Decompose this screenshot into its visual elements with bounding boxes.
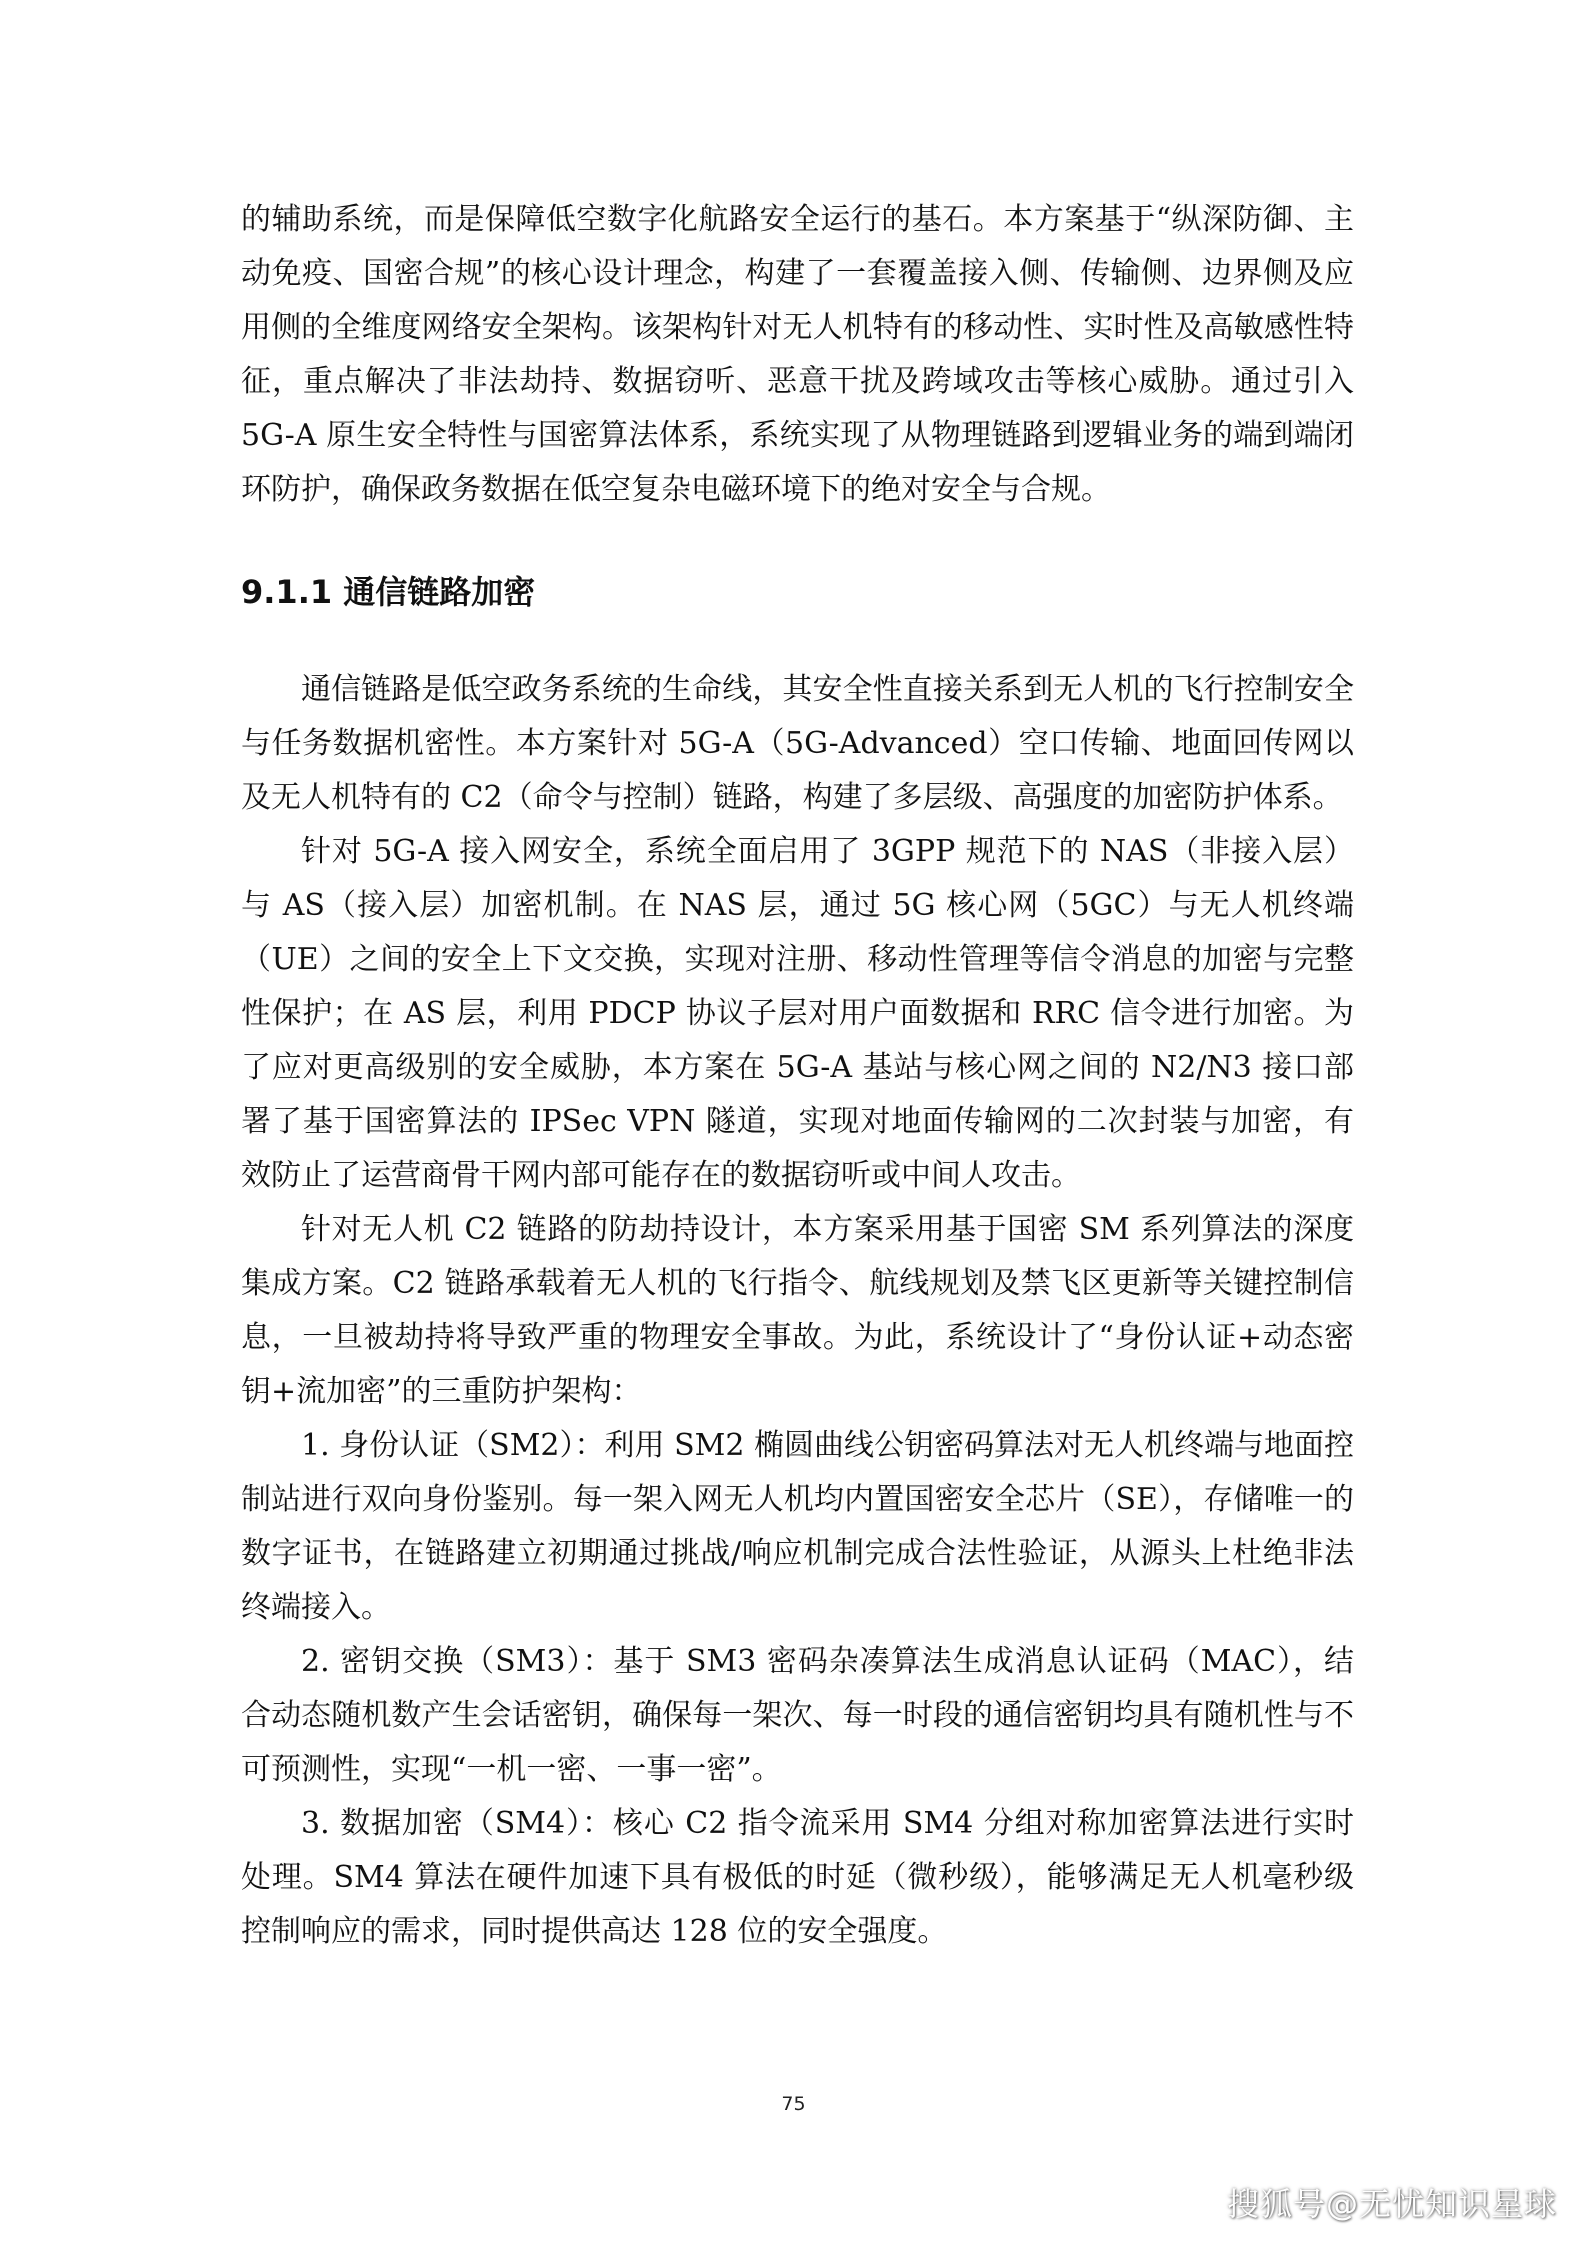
body-paragraph-1: 通信链路是低空政务系统的生命线，其安全性直接关系到无人机的飞行控制安全与任务数据机密性。本方案针对 5G-A（5G-Advanced）空口传输、地面回传网以及无人机特有的 C2（命令与控制）链路，构建了多层级、高强度的加密防护体系。	[241, 672, 1354, 815]
body-paragraph-3: 针对无人机 C2 链路的防劫持设计，本方案采用基于国密 SM 系列算法的深度集成方案。C2 链路承载着无人机的飞行指令、航线规划及禁飞区更新等关键控制信息，一旦被劫持将导致严重的物理安全事故。为此，系统设计了“身份认证+动态密钥+流加密”的三重防护架构：	[241, 1212, 1354, 1409]
list-item-data-encryption: 3. 数据加密（SM4）：核心 C2 指令流采用 SM4 分组对称加密算法进行实时处理。SM4 算法在硬件加速下具有极低的时延（微秒级），能够满足无人机毫秒级控制响应的需求，同时提供高达 128 位的安全强度。	[241, 1806, 1354, 1949]
page-number: 75	[781, 2093, 806, 2115]
body-paragraph-2: 针对 5G-A 接入网安全，系统全面启用了 3GPP 规范下的 NAS（非接入层）与 AS（接入层）加密机制。在 NAS 层，通过 5G 核心网（5GC）与无人机终端（UE）之间的安全上下文交换，实现对注册、移动性管理等信令消息的加密与完整性保护；在 AS 层，利用 PDCP 协议子层对用户面数据和 RRC 信令进行加密。为了应对更高级别的安全威胁，本方案在 5G-A 基站与核心网之间的 N2/N3 接口部署了基于国密算法的 IPSec VPN 隧道，实现对地面传输网的二次封装与加密，有效防止了运营商骨干网内部可能存在的数据窃听或中间人攻击。	[241, 834, 1354, 1193]
section-heading: 9.1.1 通信链路加密	[241, 573, 536, 611]
page-content	[241, 193, 1354, 1959]
intro-paragraph: 的辅助系统，而是保障低空数字化航路安全运行的基石。本方案基于“纵深防御、主动免疫、国密合规”的核心设计理念，构建了一套覆盖接入侧、传输侧、边界侧及应用侧的全维度网络安全架构。该架构针对无人机特有的移动性、实时性及高敏感性特征，重点解决了非法劫持、数据窃听、恶意干扰及跨域攻击等核心威胁。通过引入 5G-A 原生安全特性与国密算法体系，系统实现了从物理链路到逻辑业务的端到端闭环防护，确保政务数据在低空复杂电磁环境下的绝对安全与合规。	[241, 202, 1354, 507]
list-item-key-exchange: 2. 密钥交换（SM3）：基于 SM3 密码杂凑算法生成消息认证码（MAC），结合动态随机数产生会话密钥，确保每一架次、每一时段的通信密钥均具有随机性与不可预测性，实现“一机一密、一事一密”。	[241, 1644, 1354, 1787]
watermark: 搜狐号@无忧知识星球	[1226, 2185, 1557, 2223]
list-item-identity-auth: 1. 身份认证（SM2）：利用 SM2 椭圆曲线公钥密码算法对无人机终端与地面控制站进行双向身份鉴别。每一架入网无人机均内置国密安全芯片（SE），存储唯一的数字证书，在链路建立初期通过挑战/响应机制完成合法性验证，从源头上杜绝非法终端接入。	[241, 1428, 1354, 1625]
